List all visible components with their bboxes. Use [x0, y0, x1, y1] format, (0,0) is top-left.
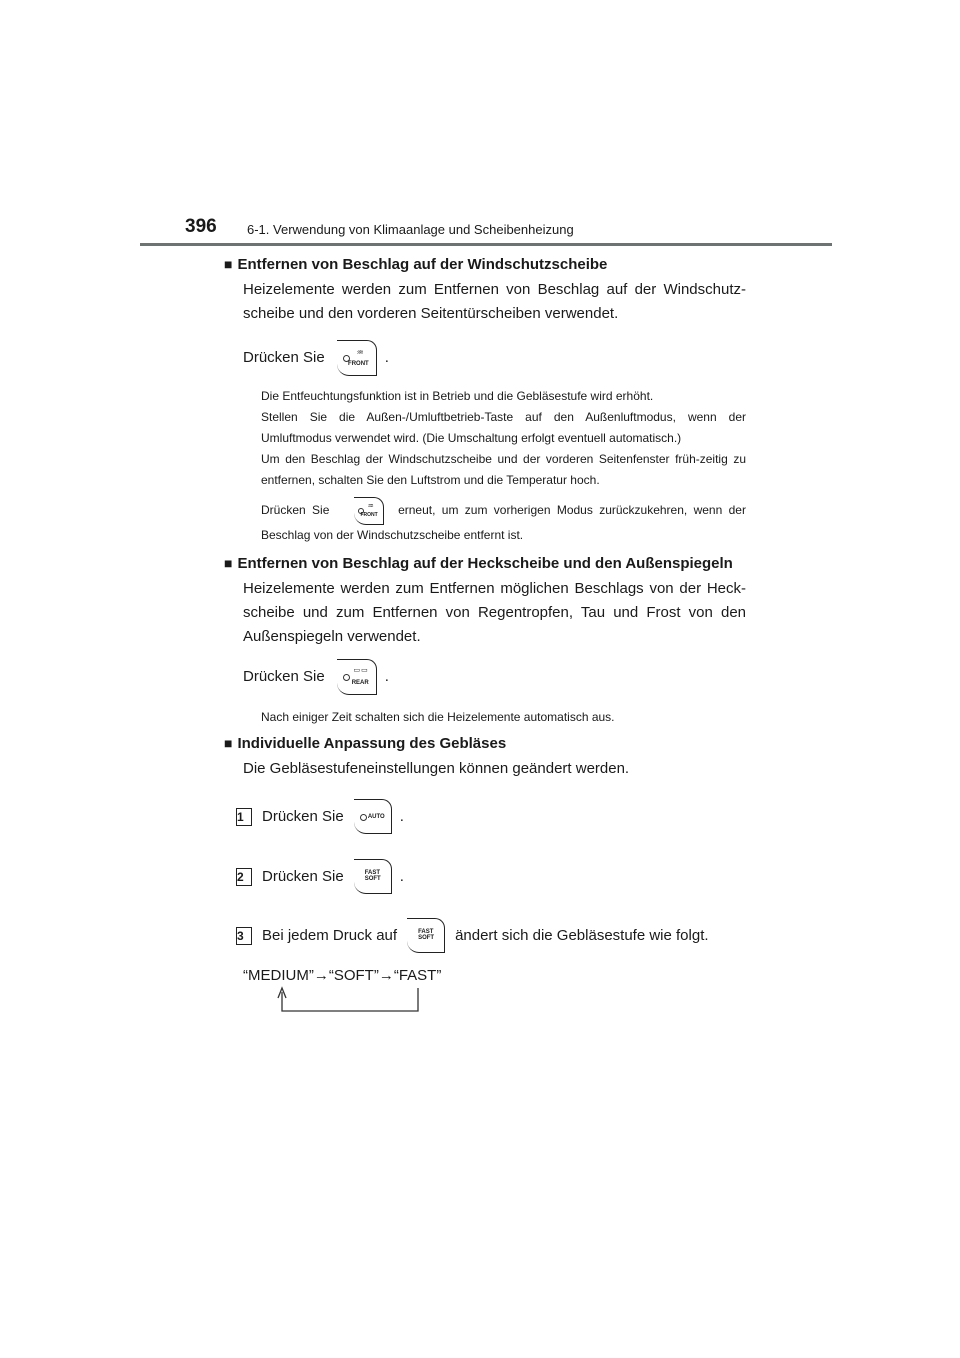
- square-bullet-icon: ■: [224, 735, 233, 751]
- arrow-right-icon: →: [313, 967, 329, 984]
- section-heading-rear: ■ Entfernen von Beschlag auf der Heckscheibe und den Außenspiegeln: [224, 555, 733, 572]
- section-body-rear: Heizelemente werden zum Entfernen möglichen Beschlags von der Heck-scheibe und zum Entfernen von Regentropfen, Tau und Frost von den Außenspiegeln verwendet.: [243, 580, 746, 645]
- section-body-blower: Die Gebläsestufeneinstellungen können geändert werden.: [243, 760, 630, 777]
- arrow-right-icon: →: [378, 967, 394, 984]
- indicator-led-icon: [343, 674, 350, 681]
- section-body-windshield: Heizelemente werden zum Entfernen von Beschlag auf der Windschutz-scheibe und den vorderen Seitentürscheiben verwendet.: [243, 281, 746, 322]
- step-number-badge: 1: [236, 808, 252, 826]
- step-number-badge: 2: [236, 868, 252, 886]
- cycle-return-arrow-icon: [270, 986, 430, 1016]
- windshield-defroster-icon: ♒: [367, 503, 374, 510]
- note-early-defog: Um den Beschlag der Windschutzscheibe und der vorderen Seitenfenster früh-zeitig zu entfernen, schalten Sie den Luftstrom und die Temperatur hoch.: [261, 452, 746, 487]
- step-3: 3 Bei jedem Druck auf FAST SOFT ändert sich die Gebläsestufe wie folgt.: [236, 918, 709, 953]
- section-heading-windshield: ■ Entfernen von Beschlag auf der Windschutzscheibe: [224, 256, 608, 273]
- indicator-led-icon: [360, 814, 367, 821]
- press-rear-instruction: Drücken Sie ▭▭ REAR .: [243, 659, 389, 695]
- section-heading-blower: ■ Individuelle Anpassung des Gebläses: [224, 735, 507, 752]
- note-outside-air: Stellen Sie die Außen-/Umluftbetrieb-Taste auf den Außenluftmodus, wenn der Umluftmodus verwendet wird. (Die Umschaltung erfolgt eventuell automatisch.): [261, 410, 746, 445]
- header-divider: [140, 243, 832, 246]
- auto-button: AUTO: [354, 799, 392, 834]
- front-defrost-button-small: ♒ FRONT: [354, 497, 384, 525]
- blower-cycle: “MEDIUM”→“SOFT”→“FAST”: [243, 967, 442, 984]
- windshield-defroster-icon: ♒: [356, 348, 364, 357]
- square-bullet-icon: ■: [224, 256, 233, 272]
- note-return-mode: Drücken Sie ♒ FRONT erneut, um zum vorherigen Modus zurückzukehren, wenn der Beschlag von der Windschutzscheibe entfernt ist.: [261, 497, 746, 546]
- rear-defogger-button: ▭▭ REAR: [337, 659, 377, 695]
- step-number-badge: 3: [236, 927, 252, 945]
- front-defrost-button: ♒ FRONT: [337, 340, 377, 376]
- rear-defogger-mirror-icon: ▭▭: [353, 667, 369, 674]
- note-dehumidify: Die Entfeuchtungsfunktion ist in Betrieb und die Gebläsestufe wird erhöht.: [261, 389, 654, 403]
- page-number: 396: [185, 216, 217, 237]
- press-front-instruction: Drücken Sie ♒ FRONT .: [243, 340, 389, 376]
- square-bullet-icon: ■: [224, 555, 233, 571]
- chapter-title: 6-1. Verwendung von Klimaanlage und Scheibenheizung: [247, 222, 574, 237]
- note-auto-off: Nach einiger Zeit schalten sich die Heizelemente automatisch aus.: [261, 710, 615, 724]
- step-2: 2 Drücken Sie FAST SOFT .: [236, 859, 404, 894]
- fast-soft-button: FAST SOFT: [354, 859, 392, 894]
- fast-soft-button: FAST SOFT: [407, 918, 445, 953]
- step-1: 1 Drücken Sie AUTO .: [236, 799, 404, 834]
